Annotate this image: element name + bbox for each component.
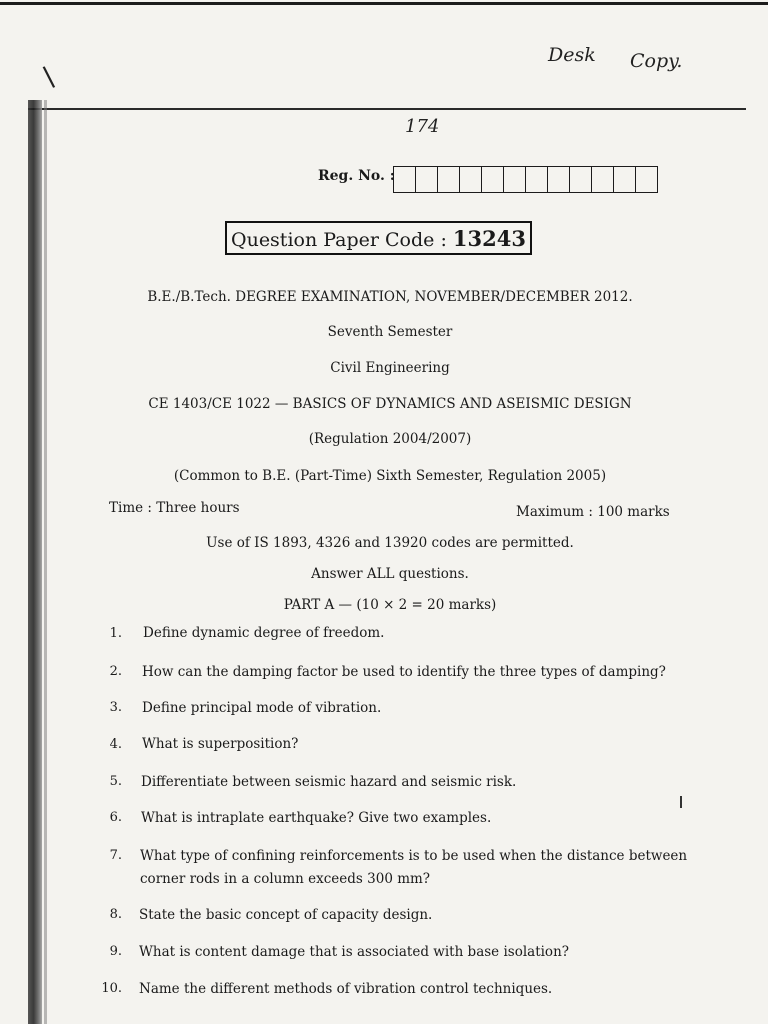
question-text: State the basic concept of capacity design. — [139, 907, 433, 923]
common-note: (Common to B.E. (Part-Time) Sixth Semester, Regulation 2005) — [173, 468, 607, 484]
question-text: Name the different methods of vibration control techniques. — [139, 981, 553, 997]
question-text: What is superposition? — [142, 736, 299, 752]
regulation: (Regulation 2004/2007) — [308, 431, 472, 447]
question-number: 1. — [109, 626, 122, 641]
question-text: Define principal mode of vibration. — [142, 700, 382, 716]
binding-edge — [28, 100, 42, 1024]
reg-no-label: Reg. No. : — [318, 168, 395, 184]
reg-no-boxes — [393, 166, 658, 193]
handwritten-desk: Desk — [548, 44, 596, 66]
handwritten-slash: \ — [38, 59, 59, 94]
time-label: Time : Three hours — [109, 500, 240, 516]
question-text: What is intraplate earthquake? Give two examples. — [141, 810, 492, 826]
handwritten-copy: Copy. — [630, 50, 683, 72]
question-number: 7. — [109, 848, 122, 863]
max-marks: Maximum : 100 marks — [516, 504, 670, 520]
instruction: Answer ALL questions. — [311, 566, 469, 582]
qpc-label: Question Paper Code : — [231, 229, 447, 251]
question-text: What is content damage that is associated with base isolation? — [139, 944, 569, 960]
subject: CE 1403/CE 1022 — BASICS OF DYNAMICS AND ASEISMIC DESIGN — [148, 396, 632, 412]
question-text: Differentiate between seismic hazard and seismic risk. — [141, 774, 517, 790]
question-paper-code-box — [225, 221, 532, 255]
margin-mark — [680, 796, 682, 808]
semester: Seventh Semester — [327, 324, 453, 340]
exam-title: B.E./B.Tech. DEGREE EXAMINATION, NOVEMBER/DECEMBER 2012. — [147, 289, 633, 305]
question-text: What type of confining reinforcements is to be used when the distance between — [140, 848, 688, 864]
binding-shadow — [44, 100, 47, 1024]
question-number: 4. — [109, 737, 122, 752]
codes-note: Use of IS 1893, 4326 and 13920 codes are permitted. — [206, 535, 574, 551]
question-number: 5. — [109, 774, 122, 789]
question-number: 10. — [101, 981, 122, 996]
question-number: 9. — [109, 944, 122, 959]
branch: Civil Engineering — [330, 360, 450, 376]
question-number: 8. — [109, 907, 122, 922]
question-number: 6. — [109, 810, 122, 825]
qpc-value: 13243 — [452, 226, 526, 251]
header-rule — [28, 108, 746, 110]
question-text-continued: corner rods in a column exceeds 300 mm? — [140, 871, 431, 887]
question-number: 3. — [109, 700, 122, 715]
question-text: How can the damping factor be used to identify the three types of damping? — [142, 664, 666, 680]
question-text: Define dynamic degree of freedom. — [143, 625, 385, 641]
top-border — [0, 2, 768, 5]
part-heading: PART A — (10 × 2 = 20 marks) — [283, 597, 497, 613]
question-number: 2. — [109, 664, 122, 679]
handwritten-number: 174 — [405, 116, 440, 137]
